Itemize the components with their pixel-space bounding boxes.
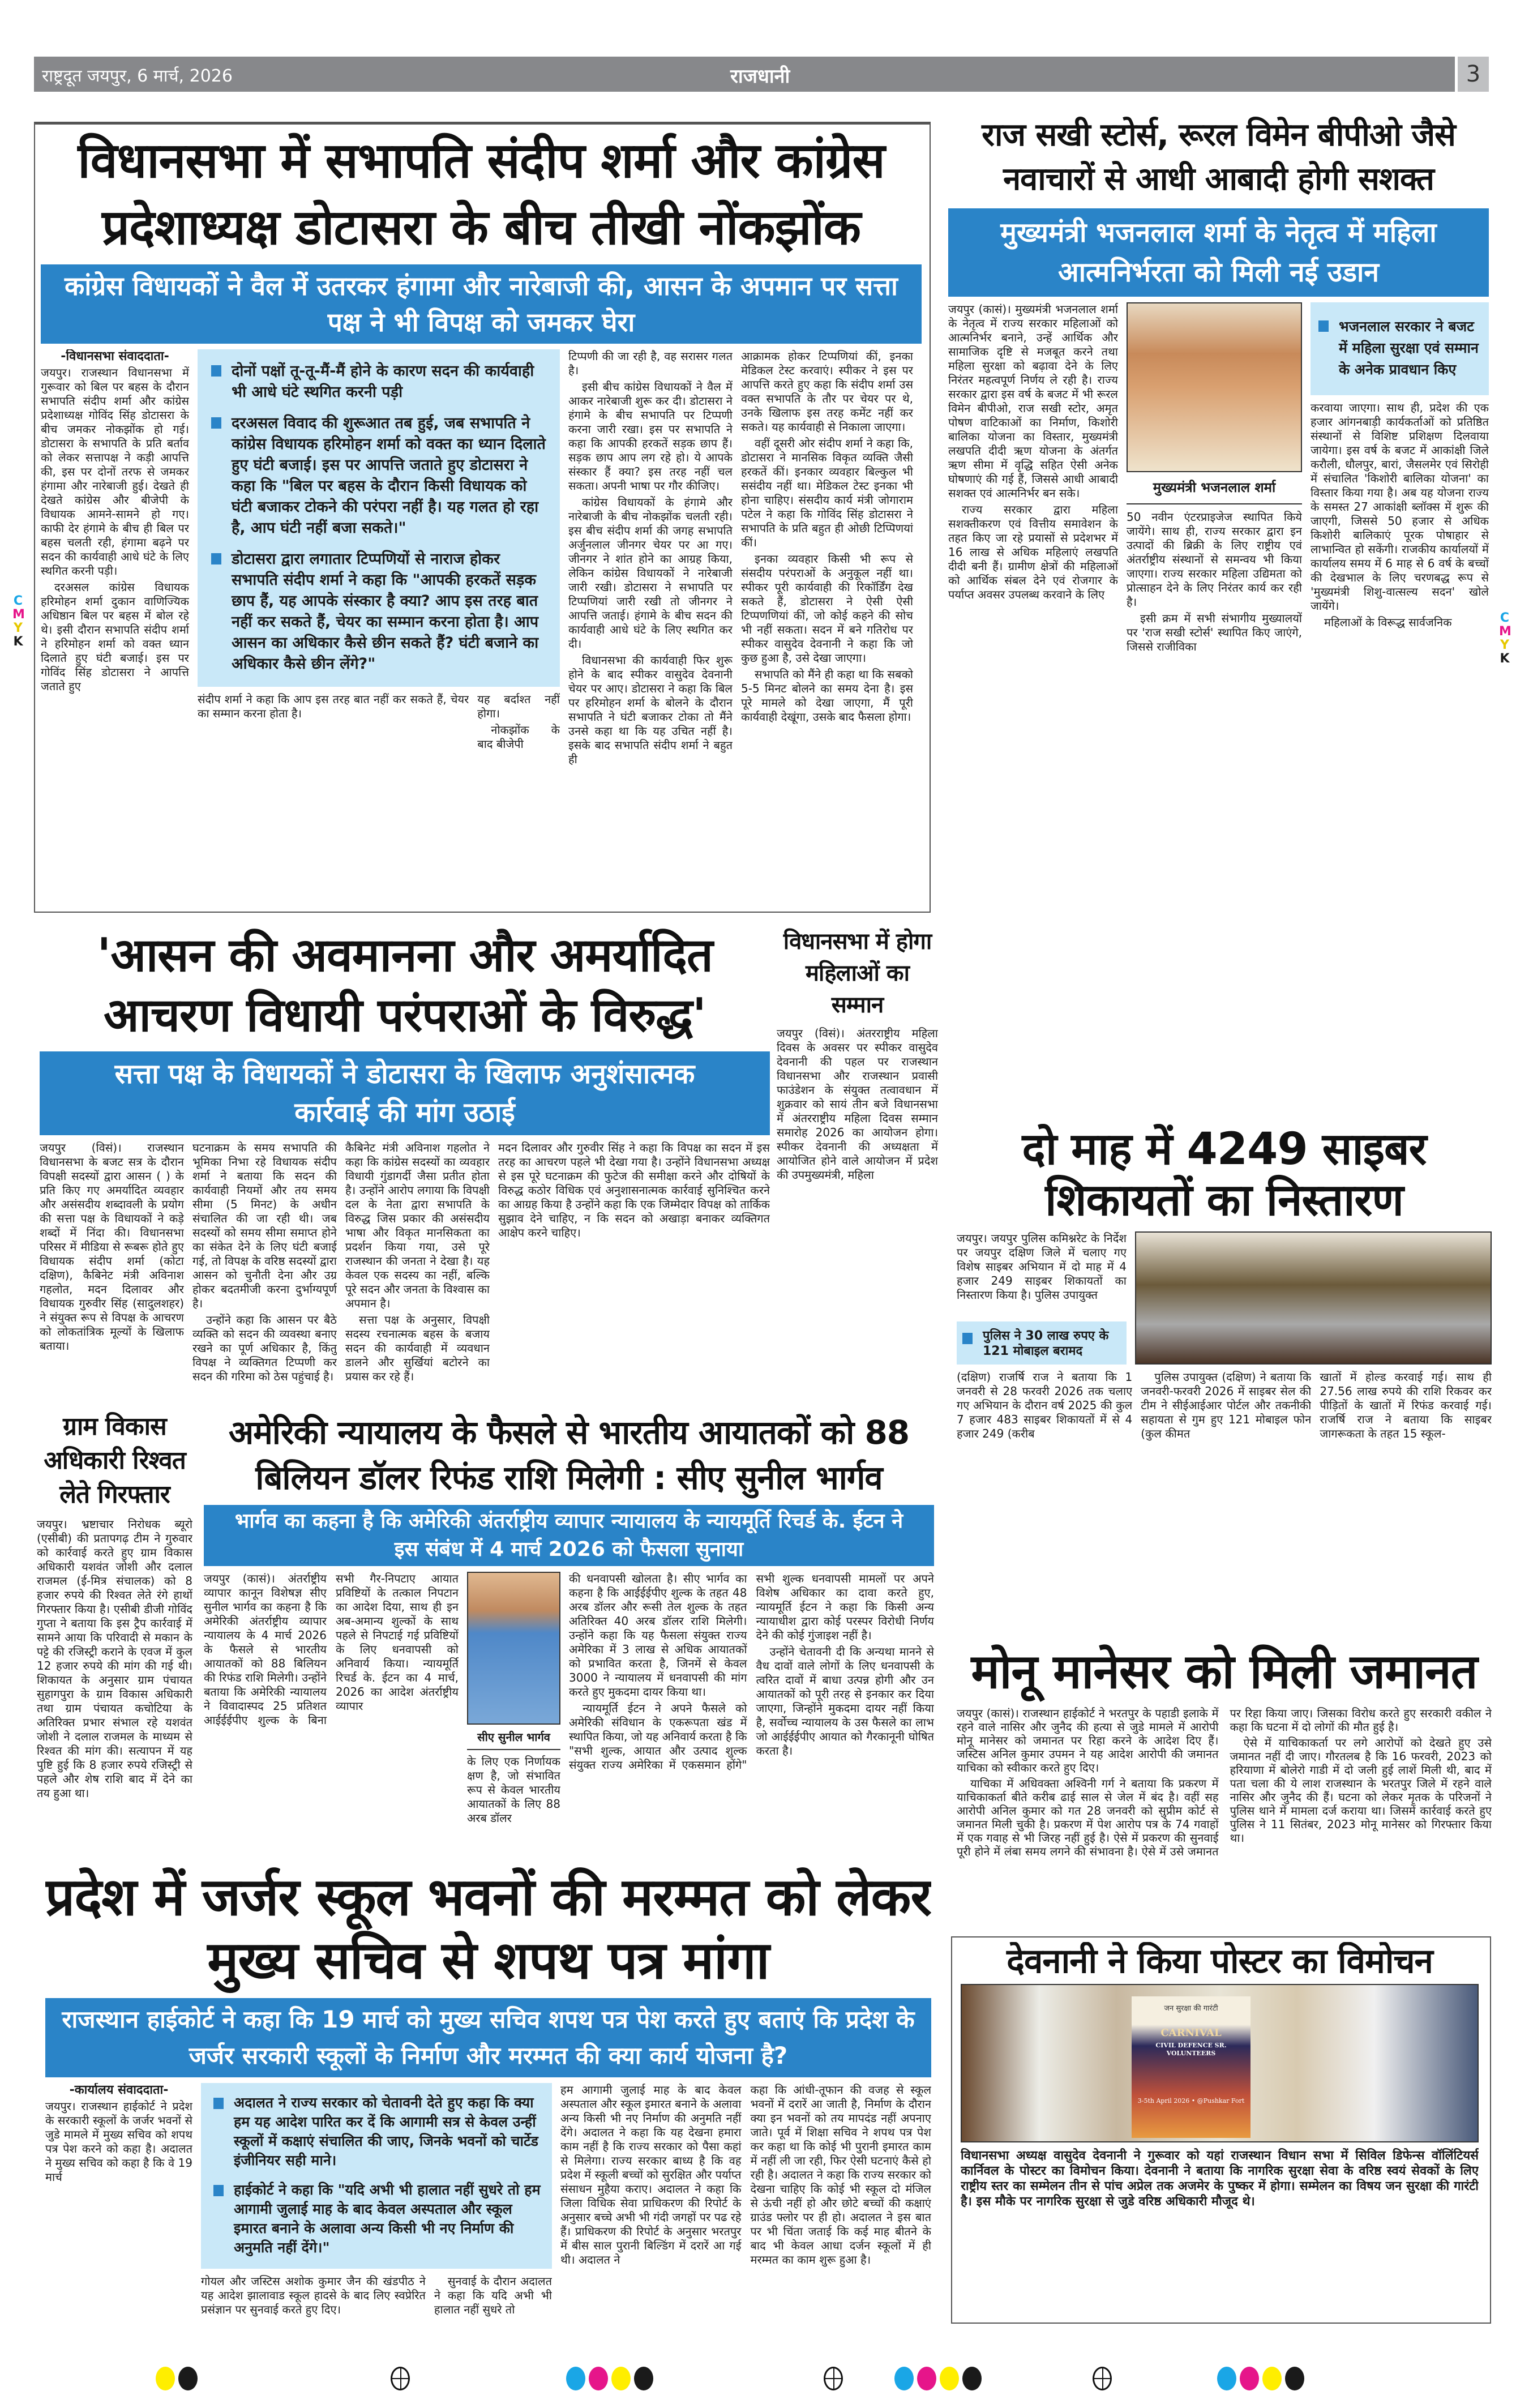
poster-release-photo (961, 1984, 1479, 2142)
story-bribe-body-wrap (37, 1517, 192, 1857)
page-number: 3 (1458, 57, 1489, 92)
story-decorum-col3 (345, 1141, 490, 1387)
paragraph: सत्ता पक्ष के अनुसार, विपक्षी सदस्य रचनात्मक बहस के बजाय सदन की कार्यवाही में व्यवधान डालने और सुर्खियां बटोरने का प्रयास कर रहे हैं। (345, 1313, 490, 1383)
story-cm (948, 113, 1489, 1104)
paragraph: जयपुर। राजस्थान विधानसभा में गुरूवार को बिल पर बहस के दौरान सभापति संदीप शर्मा और कांग्रेस प्रदेशाध्यक्ष गोविंद सिंह डोटासरा के बीच जमकर नोकझोंक हो गई। डोटासरा के सभापति के प्रति बर्ताव को लेकर सत्तापक्ष ने कड़ी आपत्ति की, इस पर दोनों तरफ से जमकर हंगामा और नारेबाजी हुई। देखते ही देखते कांग्रेस और बीजेपी के विधायक आमने-सामने हो गए। काफी देर हंगामे के बीच ही बिल पर बहस चलती रही, हंगामा बढ़ने पर सदन की कार्यवाही आधे घंटे के लिए स्थगित करनी पड़ी। (41, 366, 189, 578)
story-schools (45, 1866, 931, 2324)
story-cyber-bottom (957, 1370, 1492, 1625)
headline-cyber: दो माह में 4249 साइबर शिकायतों का निस्तारण (1022, 1124, 1427, 1226)
yellow-dot (940, 2367, 959, 2390)
story-refund-col3 (467, 1755, 560, 1851)
paragraph: पुलिस उपायुक्त (दक्षिण) ने बताया कि जनवरी-फरवरी 2026 में साइबर सेल की टीम ने सीईआईआर पोर्टल और तकनीकी सहायता से गुम हुए 121 मोबाइल फोन (कुल कीमत (1141, 1370, 1312, 1440)
paragraph: कांग्रेस विधायकों के हंगामे और नारेबाजी के बीच नोकझोंक चलती रही। इस बीच संदीप शर्मा की जगह सभापति अर्जुनलाल जीनगर चेयर पर आ गए। जीनगर ने शांत होने का आग्रह किया, लेकिन कांग्रेस विधायकों ने नारेबाजी जारी रखी। डोटासरा ने सभापति पर टिप्पणियां जारी रखी तो जीनगर ने आपत्ति जताई। हंगामे के बीच सदन की कार्यवाही आधे घंटे के लिए स्थगित कर दी। (568, 495, 733, 651)
schools-highlights-box (201, 2083, 552, 2269)
story-cm-col1 (948, 302, 1118, 1104)
story-schools-col4 (560, 2083, 931, 2324)
cyber-highlight-box (957, 1321, 1127, 1365)
story-bail-body (957, 1706, 1492, 1894)
paragraph: इनका व्यवहार किसी भी रूप से संसदीय परंपराओं के अनुकूल नहीं था। स्पीकर पूरी कार्यवाही की रिकॉर्डिंग देख सकते हैं, डोटासरा ने ऐसी ऐसी टिप्पणणियां कीं, जो कोई कहने की सोच भी नहीं सकता। सदन में बने गतिरोध पर स्पीकर वासुदेव देवनानी ने कहा कि जो कुछ हुआ है, उसे देखा जाएगा। (741, 552, 913, 665)
magenta-dot (589, 2367, 608, 2390)
yellow-dot (611, 2367, 631, 2390)
paragraph: 50 नवीन एंटरप्राइजेज स्थापित किये जायेंगे। साथ ही, राज्य सरकार द्वारा इन उत्पादों की ब्रिक्री के लिए राष्ट्रीय एवं अंतर्राष्ट्रीय संस्थानों से समन्वय भी किया जाएगा। राज्य सरकार महिला उद्यिमता को प्रोत्साहन देने के लिए निरंतर कार्य कर रही है। (1127, 510, 1302, 609)
paragraph: खातों में होल्ड करवाई गई। साथ ही 27.56 लाख रुपये की राशि रिकवर कर पीड़ितों के खातों में रिफंड करवाई गई। राजर्षि राज ने बताया कि साइबर जागरूकता के तहत 15 स्कूल- (1320, 1370, 1492, 1440)
paragraph: नोकझोंक के बाद बीजेपी (477, 723, 560, 751)
story-decorum-col2 (192, 1141, 337, 1387)
highlight-bullet: डोटासरा द्वारा लगातार टिप्पणियों से नाराज होकर सभापति संदीप शर्मा ने कहा कि "आपकी हरकतें सड़क छाप हैं, यह आपके संस्कार है क्या? आप इस तरह बात नहीं कर सकते हैं, चेयर का सम्मान करना होता है। आप आसन का अधिकार कैसे छीन सकते हैं? घंटी बजाने का अधिकार कैसे छीन लेंगे?" (209, 549, 549, 674)
highlight-bullet: भजनलाल सरकार ने बजट में महिला सुरक्षा एवं सम्मान के अनेक प्रावधान किए (1316, 316, 1481, 380)
paragraph: न्यायमूर्ति ईटन ने अपने फैसले को अमेरिकी संविधान के एकरूपता खंड में स्थापित किया, जो यह अनिवार्य करता है कि "सभी शुल्क, आयात और उत्पाद शुल्क संयुक्त राज्य अमेरिका में एकसमान होंगे" सभी शुल्क धनवापसी मामलों पर अपने विशेष अधिकार का दावा करते हुए, न्यायमूर्ति ईटन ने कहा कि किसी अन्य न्यायाधीश द्वारा कोई परस्पर विरोधी निर्णय देने की कोई गुंजाइश नहीं है। (569, 1572, 934, 1772)
paragraph: संदीप शर्मा ने कहा कि आप इस तरह बात नहीं कर सकते हैं, चेयर का सम्मान करना होता है। (198, 692, 469, 720)
story-refund-col4 (569, 1572, 934, 1851)
story-womens-day-body-wrap (777, 1026, 938, 1387)
paragraph: सभापति को मैंने ही कहा था कि सबको 5-5 मिनट बोलने का समय देना है। इस पूरे मामले को देखा जाएगा, मैं पूरी कार्यवाही देखूंगा, उसके बाद फैसला होगा। (741, 668, 913, 724)
story-decorum-col4 (498, 1141, 770, 1387)
cmyk-c: C (1500, 611, 1510, 625)
story-cm-col3 (1311, 401, 1489, 1104)
yellow-dot (156, 2367, 175, 2390)
page-header-bar (34, 57, 1455, 92)
police-officer-photo (1135, 1231, 1492, 1365)
paragraph: जयपुर (विसं)। राजस्थान विधानसभा के बजट सत्र के दौरान विपक्षी सदस्यों द्वारा आसन ( ) के प्रति किए गए अमर्यादित व्यवहार और असंसदीय शब्दावली के प्रयोग की सत्ता पक्ष के विधायकों ने कड़े शब्दों में निंदा की। विधानसभा परिसर में मीडिया से रूबरू होते हुए विधायक संदीप शर्मा (कोटा दक्षिण), कैबिनेट मंत्री अविनाश गहलोत, मदन दिलावर और विधायक गुरुवीर सिंह (सादुलशहर) ने संयुक्त रूप से विपक्ष के आचरण को लोकतांत्रिक मूल्यों के खिलाफ बताया। (40, 1141, 184, 1353)
paragraph: आक्रामक होकर टिप्पणियां कीं, इनका मेडिकल टेस्ट करवाएं। स्पीकर ने इस पर आपत्ति करते हुए कहा कि संदीप शर्मा उस वक्त सभापति के तौर पर चेयर पर थे, उनके खिलाफ इस तरह कमेंट नहीं कर सकते। यह कार्यवाही से निकाला जाएगा। (741, 349, 913, 434)
subhead-assembly: कांग्रेस विधायकों ने वैल में उतरकर हंगामा और नारेबाजी की, आसन के अपमान पर सत्ता पक्ष ने भी विपक्ष को जमकर घेरा (41, 264, 922, 344)
paragraph: उन्होंने कहा कि आसन पर बैठे व्यक्ति को सदन की व्यवस्था बनाए रखने का पूर्ण अधिकार है, किंतु विपक्ष ने व्यक्तिगत टिप्पणी कर सदन की गरिमा को ठेस पहुंचाई है। (192, 1313, 337, 1383)
story-cm-middle (1127, 302, 1302, 1104)
story-assembly-middle (198, 349, 560, 903)
paragraph: (दक्षिण) राजर्षि राज ने बताया कि 1 जनवरी से 28 फरवरी 2026 तक चलाए गए अभियान के दौरान वर्ष 2025 की कुल 7 हजार 483 साइबर शिकायतों में से 4 हजार 249 (करीब (957, 1370, 1133, 1440)
story-refund-body (204, 1572, 934, 1851)
story-refund (204, 1410, 934, 1851)
story-assembly (41, 127, 922, 903)
poster-tagline: जन सुरक्षा की गारंटी (1164, 2004, 1218, 2013)
cmyk-y: Y (14, 621, 23, 635)
paragraph: गोयल और जस्टिस अशोक कुमार जैन की खंडपीठ ने यह आदेश झालावाड स्कूल हादसे के बाद लिए स्वप्रेरित प्रसंज्ञान पर सुनवाई करते हुए दिए। (201, 2274, 426, 2316)
highlight-bullet: हाईकोर्ट ने कहा कि "यदि अभी भी हालात नहीं सुधरे तो हम आगामी जुलाई माह के बाद केवल अस्पताल और स्कूल इमारत बनाने के अलावा अन्य किसी भी नए निर्माण की अनुमति नहीं देंगे।" (211, 2180, 542, 2257)
paragraph: वहीं दूसरी ओर संदीप शर्मा ने कहा कि, डोटासरा ने मानसिक विकृत व्यक्ति जैसी हरकतें कीं। इनकार व्यवहार बिल्कुल भी ससंदीय नहीं था। मेडिकल टेस्ट इनका भी होना चाहिए। संसदीय कार्य मंत्री जोगाराम पटेल ने कहा कि गोविंद सिंह डोटासरा ने सभापति के प्रति बहुत ही ओछी टिप्पिणयां कीं। (741, 437, 913, 549)
story-poster (961, 1942, 1479, 2319)
story-bribe (37, 1410, 192, 1857)
paragraph: याचिका में अधिवक्ता अश्विनी गर्ग ने बताया कि प्रकरण में याचिकाकर्ता बीते करीब ढाई साल से जेल में बंद है। वहीं सह आरोपी अनिल कुमार को गत 28 जनवरी को सुप्रीम कोर्ट से जमानत मिली चुकी है। प्रकरण में पेश आरोप पत्र के 74 गवाहों में एक गवाह से भी जिरह नहीं हुई है। ऐसे में प्रकरण की सुनवाई पूरी होने में लंबा समय लगने की संभावना है। ऐसे में उसे जमानत पर रिहा किया जाए। जिसका विरोध करते हुए सरकारी वकील ने कहा कि घटना में दो लोगों की मौत हुई है। (957, 1706, 1492, 1858)
headline-refund: अमेरिकी न्यायालय के फैसले से भारतीय आयातकों को 88 बिलियन डॉलर रिफंड राशि मिलेगी : सीए सुनील भार्गव (228, 1413, 910, 1497)
story-schools-col3 (434, 2274, 552, 2324)
yellow-dot (1262, 2367, 1282, 2390)
headline-schools: प्रदेश में जर्जर स्कूल भवनों की मरम्मत को लेकर मुख्य सचिव से शपथ पत्र मांगा (45, 1867, 931, 1991)
headline-cm: राज सखी स्टोर्स, रूरल विमेन बीपीओ जैसे नवाचारों से आधी आबादी होगी सशक्त (982, 117, 1455, 198)
cm-photo-caption: मुख्यमंत्री भजनलाल शर्मा (1127, 472, 1302, 504)
story-schools-under-box (201, 2274, 552, 2324)
headline-bribe: ग्राम विकास अधिकारी रिश्वत लेते गिरफ्तार (44, 1412, 186, 1509)
byline: -कार्यालय संवाददाता- (69, 2083, 169, 2097)
paragraph: राज्य सरकार द्वारा महिला सशक्तीकरण एवं वित्तीय समावेशन के तहत किए जा रहे प्रयासों से प्रदेशभर में 16 लाख से अधिक महिलाएं लखपति दीदी बनी हैं। ग्रामीण क्षेत्रों की महिलाओं को आर्थिक संबल देने एवं रोजगार के पर्याप्त अवसर उपलब्ध करवाने के लिए (948, 503, 1118, 601)
story-cyber-top (957, 1231, 1492, 1365)
story-cm-right (1311, 302, 1489, 1104)
poster-dates: 3-5th April 2026 • @Pushkar Fort (1137, 2097, 1245, 2105)
carnival-poster (1132, 1996, 1251, 2138)
paragraph: जयपुर। जयपुर पुलिस कमिश्नरेट के निर्देश पर जयपुर दक्षिण जिले में चलाए गए विशेष साइबर अभियान में दो माह में 4 हजार 249 साइबर शिकायतों का निस्तारण किया है। पुलिस उपायुक्त (957, 1231, 1127, 1302)
story-assembly-col5 (741, 349, 913, 903)
story-assembly-under-box (198, 692, 560, 903)
edition-date: राष्ट्रदूत जयपुर, 6 मार्च, 2026 (42, 66, 233, 86)
highlight-bullet: दोनों पक्षों तू-तू-मैं-मैं होने के कारण सदन की कार्यवाही भी आधे घंटे स्थगित करनी पड़ी (209, 361, 549, 403)
cmyk-m: M (12, 608, 25, 622)
cmyk-m: M (1499, 625, 1511, 639)
paragraph: सुनवाई के दौरान अदालत ने कहा कि यदि अभी भी हालात नहीं सुधरे तो (434, 2274, 552, 2316)
cmyk-mark-left-top (12, 594, 24, 649)
story-assembly-col3 (477, 692, 560, 903)
headline-poster: देवनानी ने किया पोस्टर का विमोचन (1007, 1942, 1433, 1981)
black-dot (178, 2367, 198, 2390)
poster-photo-caption: विधानसभा अध्यक्ष वासुदेव देवनानी ने गुरूवार को यहां राजस्थान विधान सभा में सिविल डिफेन्स वॉलिंटियर्स कार्निवल के पोस्टर का विमोचन किया। देवनानी ने बताया कि नागरिक सुरक्षा सेवा के वरिष्ठ स्वयं सेवकों के लिए राष्ट्रीय स्तर का सम्मेलन तीन से पांच अप्रेल तक अजमेर के पुष्कर में होगा। सम्मेलन का विषय जन सुरक्षा की गारंटी है। इस मौके पर नागरिक सुरक्षा से जुडे वरिष्ठ अधिकारी मौजूद थे। (961, 2149, 1479, 2209)
paragraph: जयपुर (कासं)। अंतर्राष्ट्रीय व्यापार कानून विशेषज्ञ सीए सुनील भार्गव का कहना है कि अमेरिकी अंतर्राष्ट्रीय व्यापार न्यायालय के 4 मार्च 2026 के फैसले से भारतीय आयातकों को 88 बिलियन की रिफंड राशि मिलेगी। उन्होंने बताया कि अमेरिकी न्यायालय ने विवादास्पद 25 प्रतिशत आईईईपीए शुल्क के बिना सभी गैर-निपटाए आयात प्रविष्टियों के तत्काल निपटान का आदेश दिया, साथ ही इन अब-अमान्य शुल्कों के साथ पहले से निपटाई गई प्रविष्टियों के लिए धनवापसी को अनिवार्य किया। न्यायमूर्ति रिचर्ड के. ईटन का 4 मार्च, 2026 का आदेश अंतर्राष्ट्रीय व्यापार (204, 1572, 459, 1727)
black-dot (634, 2367, 653, 2390)
story-cyber-col3 (1141, 1370, 1311, 1625)
registration-mark (1093, 2367, 1112, 2390)
story-schools-col2 (201, 2274, 426, 2324)
highlights-box (198, 349, 560, 687)
story-refund-middle (467, 1572, 560, 1851)
registration-mark (391, 2367, 410, 2390)
paragraph: दरअसल कांग्रेस विधायक हरिमोहन शर्मा दुकान वाणिज्यिक अधिष्ठान बिल पर बहस में बोल रहे थे। इसी दौरान सभापति संदीप शर्मा ने हरिमोहन शर्मा को वक्त ध्यान दिलाते हुए घंटी बजाई। इस पर गोविंद सिंह डोटासरा ने आपत्ति जताते हुए (41, 580, 189, 693)
story-schools-col1 (45, 2083, 192, 2324)
paragraph: मदन दिलावर और गुरुवीर सिंह ने कहा कि विपक्ष का सदन में इस तरह का आचरण पहले भी देखा गया है। उन्होंने विधानसभा अध्यक्ष से इस पूरे घटनाक्रम की फुटेज की समीक्षा करने और दोषियों के विरुद्ध कठोर विधिक एवं अनुशासनात्मक कार्रवाई सुनिश्चित करने का आग्रह किया है उन्होंने कहा कि एक जिम्मेदार विपक्ष को तार्किक सुझाव देने चाहिए, न कि सदन को अखाड़ा बनाकर व्यक्तिगत आक्षेप करने चाहिए। (498, 1141, 770, 1239)
story-cyber-col4 (1320, 1370, 1492, 1625)
story-cyber-col2 (957, 1370, 1132, 1625)
paragraph: करवाया जाएगा। साथ ही, प्रदेश की एक हजार आंगनबाड़ी कार्यकर्ताओं को प्रतिष्ठित संस्थानों से विशिष्ट प्रशिक्षण दिलवाया जायेगा। इस वर्ष के बजट में आकांक्षी जिले करौली, धौलपुर, बारां, जैसलमेर एवं सिरोही में संचालित 'किशोरी बालिका योजना' का विस्तार किया गया है। अब यह योजना राज्य के समस्त 27 आकांक्षी ब्लॉक्स में शुरू की जाएगी, जिससे 50 हजार से अधिक किशोरी बालिकाएं पूरक पोषाहार से लाभान्वित हो सकेंगी। राजकीय कार्यालयों में कार्यालय समय में 6 माह से 6 वर्ष के बच्चों की देखभाल के लिए चरणबद्ध रूप से 'मुख्यमंत्री शिशु-वात्सल्य सदन' खोले जायेंगे। (1311, 401, 1489, 613)
story-cm-col2 (1127, 510, 1302, 1104)
magenta-dot (1240, 2367, 1259, 2390)
paragraph: घटनाक्रम के समय सभापति की भूमिका निभा रहे विधायक संदीप शर्मा ने बताया कि सदन की कार्यवाही नियमों और तय समय सीमा (5 मिनट) के अधीन संचालित की जा रही थी। जब सदस्यों को समय सीमा समाप्त होने का संकेत देने के लिए घंटी बजाई गई, तो विपक्ष के वरिष्ठ सदस्यों द्वारा आसन को चुनौती देना और उग्र होकर बदतमीजी करना दुर्भाग्यपूर्ण है। (192, 1141, 337, 1310)
paragraph: जयपुर। भ्रष्टाचार निरोधक ब्यूरो (एसीबी) की प्रतापगढ़ टीम ने गुरुवार को कार्रवाई करते हुए ग्राम विकास अधिकारी यशवंत जोशी और दलाल राजमल (ई-मित्र संचालक) को 8 हजार रुपये की रिश्वत लेते रंगे हाथों गिरफ्तार किया है। एसीबी डीजी गोविंद गुप्ता ने बताया कि इस ट्रैप कार्रवाई में सामने आया कि परिवादी से मकान के पट्टे की रजिस्ट्री कराने के एवज में कुल 12 हजार रुपये की मांग की गई थी। शिकायत के अनुसार ग्राम पंचायत सुहागपुरा के ग्राम विकास अधिकारी तथा ग्राम पंचायत कचोटिया के अतिरिक्त प्रभार संभाल रहे यशवंत जोशी ने दलाल राजमल के माध्यम से रिश्वत की मांग की। सत्यापन में यह पुष्टि हुई कि 8 हजार रुपये रजिस्ट्री से पहले और शेष राशि बाद में देने का तय हुआ था। (37, 1517, 192, 1800)
subhead-refund: भार्गव का कहना है कि अमेरिकी अंतर्राष्ट्रीय व्यापार न्यायालय के न्यायमूर्ति रिचर्ड के. ईटन ने इस संबंध में 4 मार्च 2026 को फैसला सुनाया (204, 1505, 934, 1566)
story-bail (957, 1642, 1492, 1894)
poster-subtitle: CIVIL DEFENCE SR. VOLUNTEERS (1155, 2042, 1227, 2057)
paragraph: जयपुर (कासं)। राजस्थान हाईकोर्ट ने भरतपुर के पहाडी इलाके में रहने वाले नासिर और जुनैद की हत्या से जुडे मामले में आरोपी मोनू मानेसर को जमानत पर रिहा करने के आदेश दिए हैं। जस्टिस अनिल कुमार उपमन ने यह आदेश आरोपी की जमानत याचिका को स्वीकार करते हुए दिए। (957, 1706, 1219, 1774)
story-cyber-col1 (957, 1231, 1127, 1317)
story-decorum-body (40, 1141, 770, 1387)
story-decorum-col1 (40, 1141, 184, 1387)
story-schools-middle (201, 2083, 552, 2324)
magenta-dot (917, 2367, 936, 2390)
headline-womens-day: विधानसभा में होगा महिलाओं का सम्मान (783, 929, 932, 1018)
story-cm-body (948, 302, 1489, 1104)
paragraph: हम आगामी जुलाई माह के बाद केवल अस्पताल और स्कूल इमारत बनाने के अलावा अन्य किसी भी नए निर्माण की अनुमति नहीं देंगे। अदालत ने कहा कि यह देखना हमारा काम नहीं है कि राज्य सरकार को पैसा कहां से मिलेगा। राज्य सरकार बाध्य है कि वह प्रदेश में स्कूली बच्चों को सुरक्षित और पर्याप्त संसाधन मुहैया कराए। अदालत ने कहा कि जिला विधिक सेवा प्राधिकरण की रिपोर्ट के अनुसार बच्चे अभी भी गंदी जगहों पर पढ रहे हैं। प्राधिकरण की रिपोर्ट के अनुसार भरतपुर में बीस साल पुरानी बिल्डिंग में दरारें आ गई थी। अदालत ने (560, 2083, 742, 2266)
paragraph: विधानसभा की कार्यवाही फिर शुरू होने के बाद स्पीकर वासुदेव देवनानी चेयर पर आए। डोटासरा ने कहा कि बिल पर हरिमोहन शर्मा के बोलने के दौरान सभापति ने घंटी बजाकर टोका तो मैंने उनसे कहा था कि यह उचित नहीं है। इसके बाद सभापति संदीप शर्मा ने बहुत ही (568, 653, 733, 766)
story-cyber-top-left (957, 1231, 1127, 1365)
paragraph: कैबिनेट मंत्री अविनाश गहलोत ने कहा कि कांग्रेस सदस्यों का व्यवहार विधायी गुंडागर्दी जैसा प्रतीत होता है। उन्होंने आरोप लगाया कि विपक्षी दल के नेता द्वारा सभापति के विरुद्ध जिस प्रकार की असंसदीय भाषा और विकृत मानसिकता का प्रदर्शन किया गया, उसे पूरे राजस्थान की जनता ने देखा है। यह केवल एक सदस्य का नहीं, बल्कि पूरे सदन और जनता के विश्वास का अपमान है। (345, 1141, 490, 1310)
story-assembly-col2 (198, 692, 469, 903)
story-assembly-body (41, 349, 922, 903)
sunil-bhargava-photo (467, 1572, 560, 1725)
story-bribe-body (37, 1517, 192, 1857)
headline-bail: मोनू मानेसर को मिली जमानत (971, 1644, 1478, 1699)
paragraph: कहा कि आंधी-तूफान की वजह से स्कूल भवनों में दरारें आ जाती है, निर्माण के दौरान क्या इन भवनों को तय मापदंड नहीं अपनाए जाते। पूर्व में शिक्षा सचिव ने शपथ पत्र पेश कर कहा था कि कोई भी पुरानी इमारत काम में नहीं ली जा रही, फिर ऐसी घटनाएं कैसे हो रही है। अदालत ने कहा कि राज्य सरकार को देखना चाहिए कि कोई भी स्कूल दो मंजिल से ऊंची नहीं हो और छोटे बच्चों की कक्षाएं ग्राउंड फ्लोर पर ही हो। अदालत ने इस बात पर भी चिंता जताई कि कई माह बीतने के बाद भी केवल आधा दर्जन स्कूलों में ही मरम्मत का काम शुरू हुआ है। (750, 2083, 931, 2266)
cmyk-mark-right (1499, 611, 1510, 666)
story-assembly-col1 (41, 349, 189, 903)
story-schools-body (45, 2083, 931, 2324)
cmyk-k: K (1500, 652, 1510, 666)
paragraph: जयपुर (विसं)। अंतरराष्ट्रीय महिला दिवस के अवसर पर स्पीकर वासुदेव देवनानी की पहल पर राजस्थान विधानसभा और राजस्थान प्रवासी फाउंडेशन के संयुक्त तत्वावधान में शुक्रवार को सायं तीन बजे विधानसभा में अंतरराष्ट्रीय महिला दिवस सम्मान समारोह 2026 का आयोजन होगा। स्पीकर देवनानी की अध्यक्षता में आयोजित होने वाले आयोजन में प्रदेश की उपमुख्यमंत्री, महिला (777, 1026, 938, 1182)
paragraph: की धनवापसी खोलता है। सीए भार्गव का कहना है कि आईईईपीए शुल्क के तहत 48 अरब डॉलर और रूसी तेल शुल्क के तहत अतिरिक्त 40 अरब डॉलर राशि मिलेगी। उन्होंने कहा कि यह फैसला संयुक्त राज्य अमेरिका में 3 लाख से अधिक आयातकों को प्रभावित करता है, जिनमें से केवल 3000 ने न्यायालय में धनवापसी की मांग करते हुए मुकदमा दायर किया था। (569, 1572, 747, 1699)
registration-mark (824, 2367, 843, 2390)
byline: -विधानसभा संवाददाता- (61, 349, 169, 363)
story-cyber (957, 1124, 1492, 1625)
cyan-dot (1217, 2367, 1236, 2390)
cm-highlight-box (1311, 302, 1489, 395)
highlight-bullet: अदालत ने राज्य सरकार को चेतावनी देते हुए कहा कि क्या हम यह आदेश पारित कर दें कि आगामी सत्र से केवल उन्हीं स्कूलों में कक्षाएं संचालित की जाए, जिनके भवनों को चार्टेड इंजीनियर सही माने। (211, 2093, 542, 2170)
color-registration-strip (0, 2367, 1516, 2395)
bhargava-photo-caption: सीए सुनील भार्गव (467, 1725, 560, 1750)
poster-title: CARNIVAL (1160, 2027, 1222, 2039)
cmyk-c: C (13, 594, 23, 608)
paragraph: टिप्पणी की जा रही है, वह सरासर गलत है। (568, 349, 733, 377)
story-womens-day (777, 926, 938, 1387)
paragraph: जयपुर। राजस्थान हाईकोर्ट ने प्रदेश के सरकारी स्कूलों के जर्जर भवनों से जुडे मामले में मुख्य सचिव को शपथ पत्र पेश करने को कहा है। अदालत ने मुख्य सचिव को कहा है कि वे 19 मार्च (45, 2099, 192, 2184)
paragraph: इसी क्रम में सभी संभागीय मुख्यालयों पर 'राज सखी स्टोर्स' स्थापित किए जाएंगे, जिससे राजीविका (1127, 611, 1302, 653)
story-refund-col1 (204, 1572, 459, 1851)
cmyk-y: Y (1500, 638, 1509, 652)
subhead-schools: राजस्थान हाईकोर्ट ने कहा कि 19 मार्च को मुख्य सचिव शपथ पत्र पेश करते हुए बताएं कि प्रदेश के जर्जर सरकारी स्कूलों के निर्माण और मरम्मत की क्या कार्य योजना है? (45, 1998, 931, 2077)
subhead-decorum: सत्ता पक्ष के विधायकों ने डोटासरा के खिलाफ अनुशंसात्मक कार्रवाई की मांग उठाई (40, 1051, 770, 1135)
highlight-bullet: दरअसल विवाद की शुरूआत तब हुई, जब सभापति ने कांग्रेस विधायक हरिमोहन शर्मा को वक्त का ध्यान दिलाते हुए घंटी बजाई। इस पर आपत्ति जताते हुए डोटासरा ने कहा कि "बिल पर बहस के दौरान किसी विधायक को घंटी बजाकर टोकने की परंपरा नहीं है। यह गलत हो रहा है, आप घंटी नहीं बजा सकते।" (209, 413, 549, 538)
paragraph: उन्होंने चेतावनी दी कि अन्यथा मानने से वैध दावों वाले लोगों के लिए धनवापसी के त्वरित दावों में बाधा उत्पन्न होगी और उन आयातकों को पूरी तरह से इनकार कर दिया जाएगा, जिन्होंने मुकदमा दायर नहीं किया है, सर्वोच्च न्यायालय के उस फैसले का लाभ जो आईईईपीए आयात को गैरकानूनी घोषित करता है। (756, 1645, 934, 1757)
section-name: राजधानी (730, 65, 790, 88)
black-dot (962, 2367, 982, 2390)
cm-photo (1127, 302, 1302, 472)
paragraph: यह बर्दाश्त नहीं होगा। (477, 692, 560, 720)
black-dot (1285, 2367, 1304, 2390)
paragraph: के लिए एक निर्णायक क्षण है, जो संभावित रूप से केवल भारतीय आयातकों के लिए 88 अरब डॉलर (467, 1755, 560, 1825)
cmyk-k: K (13, 635, 23, 649)
headline-decorum: 'आसन की अवमानना और अमर्यादित आचरण विधायी परंपराओं के विरुद्ध' (97, 929, 713, 1042)
headline-assembly: विधानसभा में सभापति संदीप शर्मा और कांग्रेस प्रदेशाध्यक्ष डोटासरा के बीच तीखी नोंकझोंक (78, 132, 885, 256)
story-decorum (40, 926, 770, 1387)
subhead-cm: मुख्यमंत्री भजनलाल शर्मा के नेतृत्व में महिला आत्मनिर्भरता को मिली नई उडान (948, 208, 1489, 297)
paragraph: महिलाओं के विरूद्ध सार्वजनिक (1324, 615, 1452, 629)
paragraph: जयपुर (कासं)। मुख्यमंत्री भजनलाल शर्मा के नेतृत्व में राज्य सरकार महिलाओं को आत्मनिर्भर बनाने, उन्हें आर्थिक और सामाजिक दृष्टि से मजबूत करने तथा महिला सुरक्षा को बढ़ावा देने के लिए निरंतर महत्वपूर्ण निर्णय ले रही है। राज्य सरकार द्वारा इस वर्ष के बजट में भी रूरल विमेन बीपीओ, राज सखी स्टोर, अमृत पोषण वाटिकाओं का निर्माण, किशोरी बालिका योजना का विस्तार, मुख्यमंत्री लखपति दीदी ऋण योजना के अंतर्गत ऋण सीमा में वृद्धि सहित ऐसी अनेक घोषणाएं की गई हैं, जिससे आधी आबादी सशक्त एवं आत्मनिर्भर बन सके। (948, 302, 1118, 500)
paragraph: इसी बीच कांग्रेस विधायकों ने वैल में आकर नारेबाजी शुरू कर दी। डोटासरा ने हंगामे के बीच सभापति पर टिप्पणी करना जारी रखा। इस पर सभापति ने कहा कि आपकी हरकतें सड़क छाप हैं। सड़क छाप आप लग रहे हो। ये आपके संस्कार हैं क्या? इस तरह नहीं चल सकता। अपनी भाषा पर गौर कीजिए। (568, 380, 733, 493)
paragraph: ऐसे में याचिकाकर्ता पर लगे आरोपों को देखते हुए उसे जमानत नहीं दी जाए। गौरतलब है कि 16 फरवरी, 2023 को हरियाणा में बोलेरो गाडी में दो जली हुई लाशें मिली थी, बाद में पता चला की ये लाश राजस्थान के भरतपुर जिले में रहने वाले नासिर और जुनैद की हैं। घटना को लेकर मृतक के परिजनों ने पुलिस थाने में मामला दर्ज कराया था। जिसमें कार्रवाई करते हुए पुलिस ने 11 सितंबर, 2023 मोनू मानेसर को गिरफ्तार किया था। (1230, 1736, 1492, 1845)
cyan-dot (894, 2367, 914, 2390)
cyan-dot (566, 2367, 585, 2390)
story-bail-body-wrap (957, 1706, 1492, 1894)
story-assembly-col4 (568, 349, 733, 903)
story-womens-day-body (777, 1026, 938, 1387)
highlight-bullet: पुलिस ने 30 लाख रुपए के 121 मोबाइल बरामद (960, 1328, 1121, 1359)
